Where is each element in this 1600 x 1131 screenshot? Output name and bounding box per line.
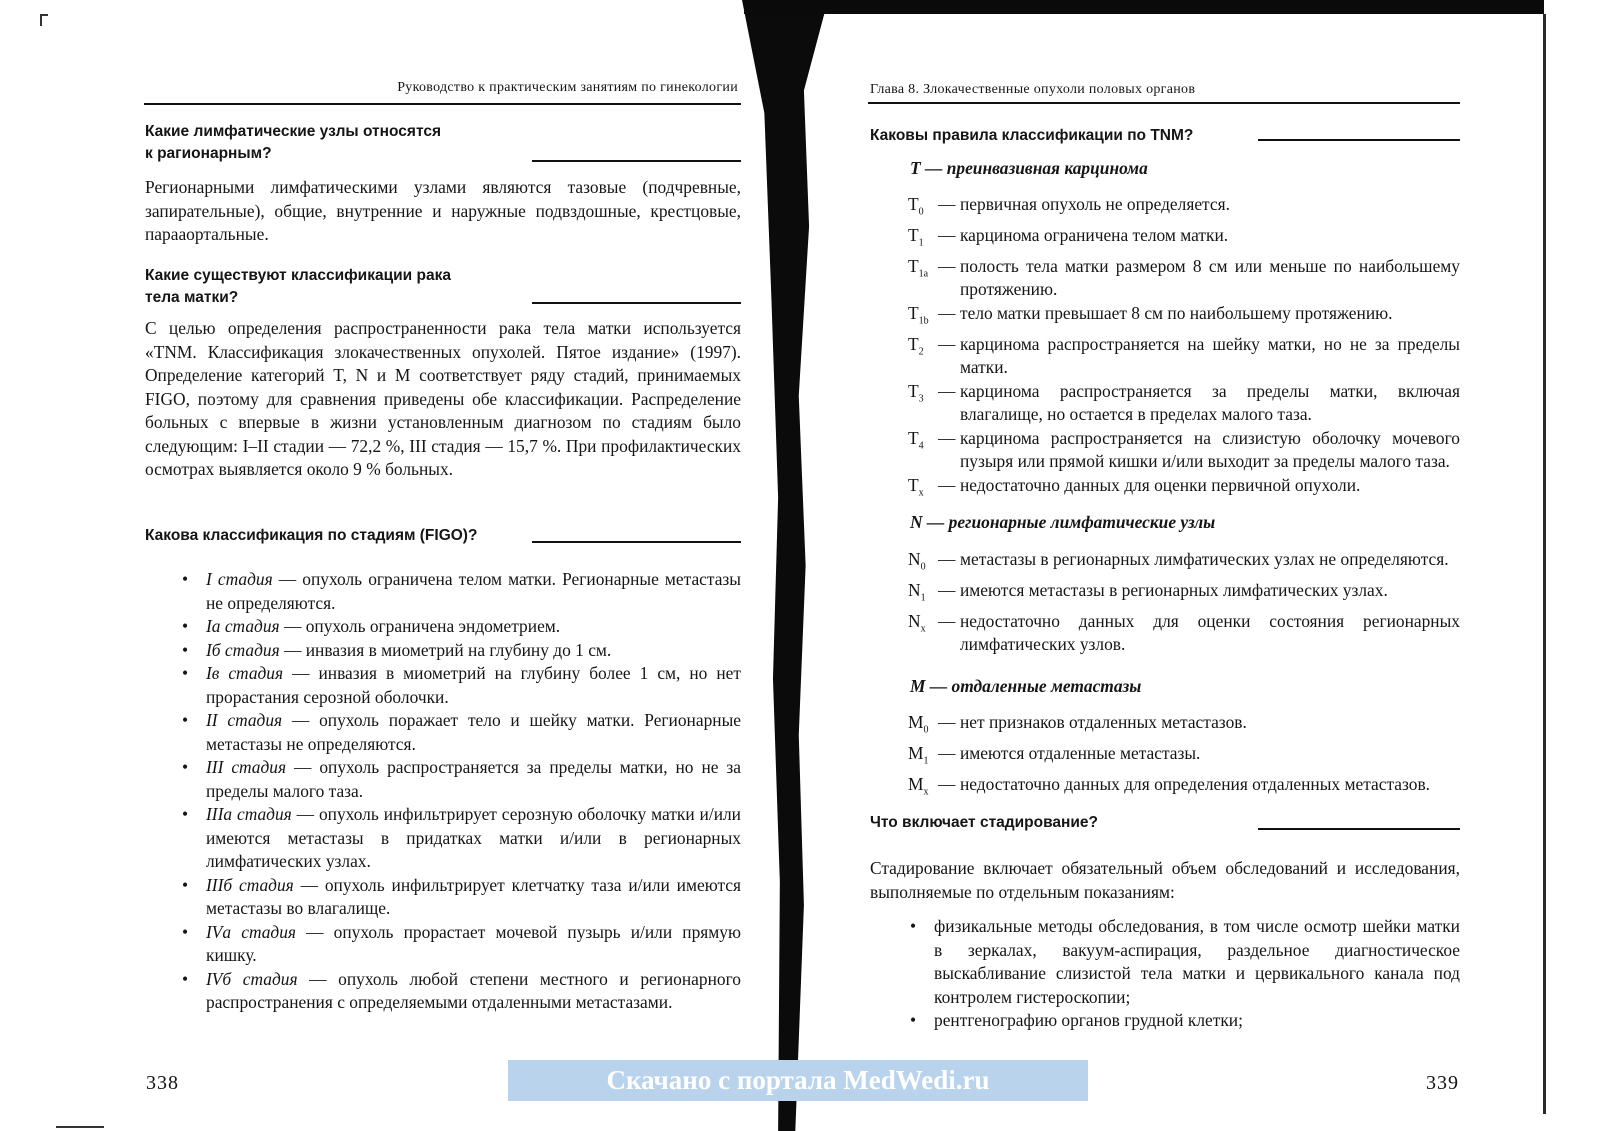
tnm-description: недостаточно данных для оценки состояния регионарных лимфатических узлов. xyxy=(960,610,1460,655)
dash-separator: — xyxy=(938,579,956,600)
bullet-icon: • xyxy=(182,569,189,589)
list-item: • I стадия — опухоль ограничена телом матки. Регионарные метастазы не определяются. xyxy=(182,569,741,613)
bullet-icon: • xyxy=(182,804,189,824)
tnm-code xyxy=(908,548,938,579)
tnm-item xyxy=(908,255,1460,302)
question-rule xyxy=(1258,828,1460,830)
question-figo: Какова классификация по стадиям (FIGO)? xyxy=(145,527,478,544)
tnm-description: карцинома распространяется за пределы матки, включая влагалище, но остается в пределах малого таза. xyxy=(960,380,1460,425)
question-rule xyxy=(532,160,741,162)
dash-separator: — xyxy=(938,427,956,448)
header-rule-right xyxy=(868,102,1460,104)
tnm-item xyxy=(908,610,1460,657)
bullet-icon: • xyxy=(910,916,917,936)
bullet-icon: • xyxy=(182,663,189,683)
question-classifications: Какие существуют классификации рака тела матки? xyxy=(145,267,451,306)
tnm-description: нет признаков отдаленных метастазов. xyxy=(960,712,1247,732)
tnm-code-index: 3 xyxy=(918,393,924,405)
tnm-code xyxy=(908,193,938,224)
watermark-banner: Скачано с портала MedWedi.ru xyxy=(508,1060,1088,1101)
tnm-description: имеются метастазы в регионарных лимфатических узлах. xyxy=(960,579,1388,600)
list-item: • II стадия — опухоль поражает тело и шейку матки. Регионарные метастазы не определяются. xyxy=(182,710,741,754)
answer-regional-nodes: Регионарными лимфатическими узлами являются тазовые (подчревные, запирательные), общие, внутренние и наружные подвздошные, крестцовые, парааортальные. xyxy=(145,177,741,244)
question-regional-nodes: Какие лимфатические узлы относятся к рагионарным? xyxy=(145,123,441,162)
dash-separator: — xyxy=(938,255,956,276)
tnm-item xyxy=(908,193,1460,224)
tnm-code-index: 4 xyxy=(918,440,924,452)
question-rule xyxy=(532,541,741,543)
dash-separator: — xyxy=(938,224,956,245)
tnm-code xyxy=(908,380,938,427)
t-category-title: T — преинвазивная карцинома xyxy=(910,158,1148,178)
list-item: • рентгенографию органов грудной клетки; xyxy=(934,1009,1460,1033)
tnm-description: метастазы в регионарных лимфатических узлах не определяются. xyxy=(960,549,1449,569)
tnm-code xyxy=(908,333,938,380)
tnm-code-index: 1 xyxy=(920,592,926,604)
dash-separator: — xyxy=(938,742,956,763)
list-item: • III стадия — опухоль распространяется за пределы матки, но не за пределы малого таза. xyxy=(182,757,741,801)
tnm-item xyxy=(908,742,1460,773)
tnm-item xyxy=(908,380,1460,427)
tnm-code-index: 1 xyxy=(918,237,924,249)
dash-separator: — xyxy=(938,773,956,794)
answer-staging: Стадирование включает обязательный объем обследований и исследования, выполняемые по отдельным показаниям: xyxy=(870,858,1460,902)
tnm-code-letter: T xyxy=(908,380,919,401)
dash-separator: — xyxy=(938,194,956,214)
dash-separator: — xyxy=(938,380,956,401)
n-category-list xyxy=(908,548,1460,657)
n-category-title: N — регионарные лимфатические узлы xyxy=(910,512,1216,532)
tnm-item xyxy=(908,548,1460,579)
question-rule xyxy=(1258,139,1460,141)
m-category-title: M — отдаленные метастазы xyxy=(910,676,1142,696)
dash-separator: — xyxy=(938,549,956,569)
tnm-code xyxy=(908,610,938,657)
bullet-icon: • xyxy=(182,874,189,895)
tnm-code-letter: N xyxy=(908,579,921,600)
tnm-code-letter: M xyxy=(908,712,924,732)
header-rule-left xyxy=(144,103,741,105)
tnm-code-index: x xyxy=(923,786,929,798)
tnm-description: карцинома ограничена телом матки. xyxy=(960,224,1229,245)
tnm-item xyxy=(908,711,1460,742)
tnm-code-letter: T xyxy=(908,474,919,495)
tnm-code xyxy=(908,742,938,773)
list-item: • Iа стадия — опухоль ограничена эндометрием. xyxy=(206,615,741,639)
tnm-code-index: 1 xyxy=(923,755,929,767)
running-head-left: Руководство к практическим занятиям по гинекологии xyxy=(397,80,738,95)
tnm-code xyxy=(908,302,938,333)
scan-right-edge xyxy=(1543,14,1546,1114)
figo-stage-list xyxy=(182,568,741,1015)
staging-list xyxy=(910,915,1460,1033)
tnm-code xyxy=(908,427,938,474)
tnm-code-index: 0 xyxy=(920,561,926,573)
list-item: • IIIб стадия — опухоль инфильтрирует клетчатку таза и/или имеются метастазы во влагалище. xyxy=(182,874,741,918)
tnm-code-index: 1b xyxy=(918,315,929,327)
tnm-code-letter: T xyxy=(908,427,919,448)
tnm-item xyxy=(908,302,1460,333)
tnm-description: карцинома распространяется на слизистую оболочку мочевого пузыря или прямой кишки и/или выходит за пределы малого таза. xyxy=(960,427,1460,472)
tnm-description: карцинома распространяется на шейку матки, но не за пределы матки. xyxy=(960,333,1460,378)
tnm-code-index: x xyxy=(918,487,924,499)
dash-separator: — xyxy=(938,333,956,354)
list-item: • Iб стадия — инвазия в миометрий на глубину до 1 см. xyxy=(206,639,741,663)
page-number-left: 338 xyxy=(146,1072,179,1094)
tnm-code-letter: M xyxy=(908,773,924,794)
dash-separator: — xyxy=(938,474,956,495)
scan-top-shadow xyxy=(744,0,1544,14)
list-item: • IVа стадия — опухоль прорастает мочевой пузырь и/или прямую кишку. xyxy=(182,921,741,965)
list-item: • IVб стадия — опухоль любой степени местного и регионарного распространения с определяемыми отдаленными метастазами. xyxy=(182,968,741,1012)
tnm-description: первичная опухоль не определяется. xyxy=(960,194,1230,214)
bullet-icon: • xyxy=(182,616,189,636)
question-tnm: Каковы правила классификации по TNM? xyxy=(870,127,1194,144)
tnm-code-index: 0 xyxy=(918,206,924,218)
dash-separator: — xyxy=(938,712,956,732)
dash-separator: — xyxy=(938,610,956,631)
tnm-code-letter: T xyxy=(908,302,919,323)
running-head-right: Глава 8. Злокачественные опухоли половых органов xyxy=(870,82,1196,97)
left-page xyxy=(0,0,780,1131)
tnm-item xyxy=(908,474,1460,505)
tnm-description: недостаточно данных для определения отдаленных метастазов. xyxy=(960,773,1430,794)
tnm-description: тело матки превышает 8 см по наибольшему протяжению. xyxy=(960,302,1393,323)
tnm-code xyxy=(908,579,938,610)
tnm-item xyxy=(908,333,1460,380)
tnm-code xyxy=(908,255,938,302)
m-category-list xyxy=(908,711,1460,804)
bullet-icon: • xyxy=(182,757,189,777)
tnm-code-index: 0 xyxy=(923,724,929,736)
tnm-code-index: x xyxy=(920,623,926,635)
list-item: • Iв стадия — инвазия в миометрий на глубину более 1 см, но нет прорастания серозной оболочки. xyxy=(182,663,741,707)
tnm-item xyxy=(908,773,1460,804)
question-staging: Что включает стадирование? xyxy=(870,814,1099,831)
t-category-list xyxy=(908,193,1460,505)
tnm-code xyxy=(908,224,938,255)
tnm-code xyxy=(908,773,938,804)
tnm-item xyxy=(908,427,1460,474)
tnm-item xyxy=(908,579,1460,610)
tnm-code-letter: M xyxy=(908,742,924,763)
tnm-description: полость тела матки размером 8 см или меньше по наибольшему протяжению. xyxy=(960,255,1460,300)
tnm-code xyxy=(908,711,938,742)
bullet-icon: • xyxy=(182,639,189,660)
tnm-description: имеются отдаленные метастазы. xyxy=(960,742,1201,763)
answer-classifications: С целью определения распространенности рака тела матки используется «TNM. Классификация злокачественных опухолей. Пятое издание» (1997). Определение категорий T, N и M соответствует ряду стадий, принимаемых FIGO, поэтому для сравнения приведены обе классификации. Распределение больных с впервые в жизни установленным диагнозом по стадиям было следующим: I–II стадии — 72,2 %, III стадия — 15,7 %. При профилактических осмотрах выявляется около 9 % больных. xyxy=(145,318,741,479)
list-item: • IIIа стадия — опухоль инфильтрирует серозную оболочку матки и/или имеются метастазы в придатках матки и/или в регионарных лимфатических узлах. xyxy=(182,804,741,871)
tnm-code-letter: T xyxy=(908,255,919,276)
tnm-code-letter: N xyxy=(908,610,921,631)
bullet-icon: • xyxy=(182,968,189,989)
tnm-code-letter: N xyxy=(908,549,921,569)
page-number-right: 339 xyxy=(1426,1072,1459,1094)
dash-separator: — xyxy=(938,302,956,323)
bullet-icon: • xyxy=(182,710,189,730)
tnm-code-letter: T xyxy=(908,224,919,245)
right-page xyxy=(780,0,1600,1131)
tnm-code-index: 1а xyxy=(918,268,929,280)
tnm-code-letter: T xyxy=(908,194,919,214)
tnm-code xyxy=(908,474,938,505)
tnm-item xyxy=(908,224,1460,255)
tnm-description: недостаточно данных для оценки первичной опухоли. xyxy=(960,474,1361,495)
tnm-code-letter: T xyxy=(908,333,919,354)
tnm-code-index: 2 xyxy=(918,346,924,358)
bullet-icon: • xyxy=(182,921,189,942)
list-item: • физикальные методы обследования, в том числе осмотр шейки матки в зеркалах, вакуум-аспирация, раздельное диагностическое выскабливание слизистой тела матки и цервикального канала под контролем гистероскопии; xyxy=(910,916,1460,1007)
question-rule xyxy=(532,302,741,304)
bullet-icon: • xyxy=(910,1010,917,1030)
